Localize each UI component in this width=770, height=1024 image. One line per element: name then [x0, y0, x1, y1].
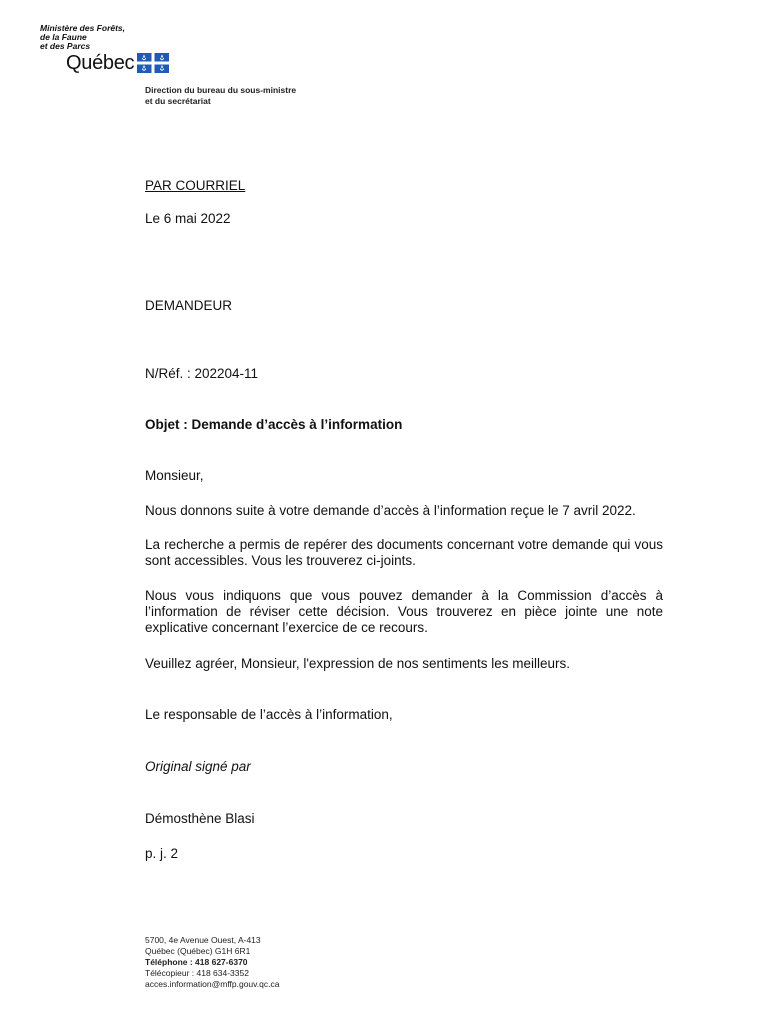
ministry-logo — [40, 24, 190, 76]
salutation: Monsieur, — [145, 468, 204, 483]
department-block — [145, 85, 296, 107]
footer-address-line-1: 5700, 4e Avenue Ouest, A-413 — [145, 935, 261, 945]
quebec-word: Québec — [66, 52, 135, 74]
ministry-name-line-3: et des Parcs — [40, 41, 91, 51]
paragraph-3: Nous vous indiquons que vous pouvez demander à la Commission d’accès à l’information de réviser cette décision. Vous trouverez en pièce jointe une note explicative concernant l’exercice de ce recours. — [145, 588, 663, 635]
department-line-2: et du secrétariat — [145, 96, 211, 106]
footer-contact — [145, 935, 279, 990]
footer-phone: Téléphone : 418 627-6370 — [145, 957, 248, 967]
quebec-wordmark — [66, 53, 169, 73]
letter-date: Le 6 mai 2022 — [145, 211, 231, 226]
letter-subject: Objet : Demande d’accès à l’information — [145, 417, 403, 432]
footer-fax: Télécopieur : 418 634-3352 — [145, 968, 249, 978]
paragraph-4: Veuillez agréer, Monsieur, l'expression de nos sentiments les meilleurs. — [145, 656, 571, 671]
recipient: DEMANDEUR — [145, 298, 233, 313]
footer-address-line-2: Québec (Québec) G1H 6R1 — [145, 946, 251, 956]
signatory-title: Le responsable de l’accès à l’information, — [145, 707, 393, 722]
paragraph-2: La recherche a permis de repérer des documents concernant votre demande qui vous sont accessibles. Vous les trouverez ci-joints. — [145, 537, 663, 568]
signatory-name: Démosthène Blasi — [145, 811, 255, 826]
delivery-method: PAR COURRIEL — [145, 178, 246, 193]
reference-number: N/Réf. : 202204-11 — [145, 366, 259, 381]
signature-note: Original signé par — [145, 759, 251, 774]
ministry-name-line-2: de la Faune — [40, 32, 87, 42]
department-line-1: Direction du bureau du sous-ministre — [145, 85, 297, 95]
footer-email: acces.information@mffp.gouv.qc.ca — [145, 979, 280, 989]
ministry-name-line-1: Ministère des Forêts, — [40, 23, 126, 33]
quebec-flag-icon — [137, 53, 169, 73]
enclosure: p. j. 2 — [145, 846, 179, 861]
paragraph-1: Nous donnons suite à votre demande d’accès à l’information reçue le 7 avril 2022. — [145, 503, 636, 518]
